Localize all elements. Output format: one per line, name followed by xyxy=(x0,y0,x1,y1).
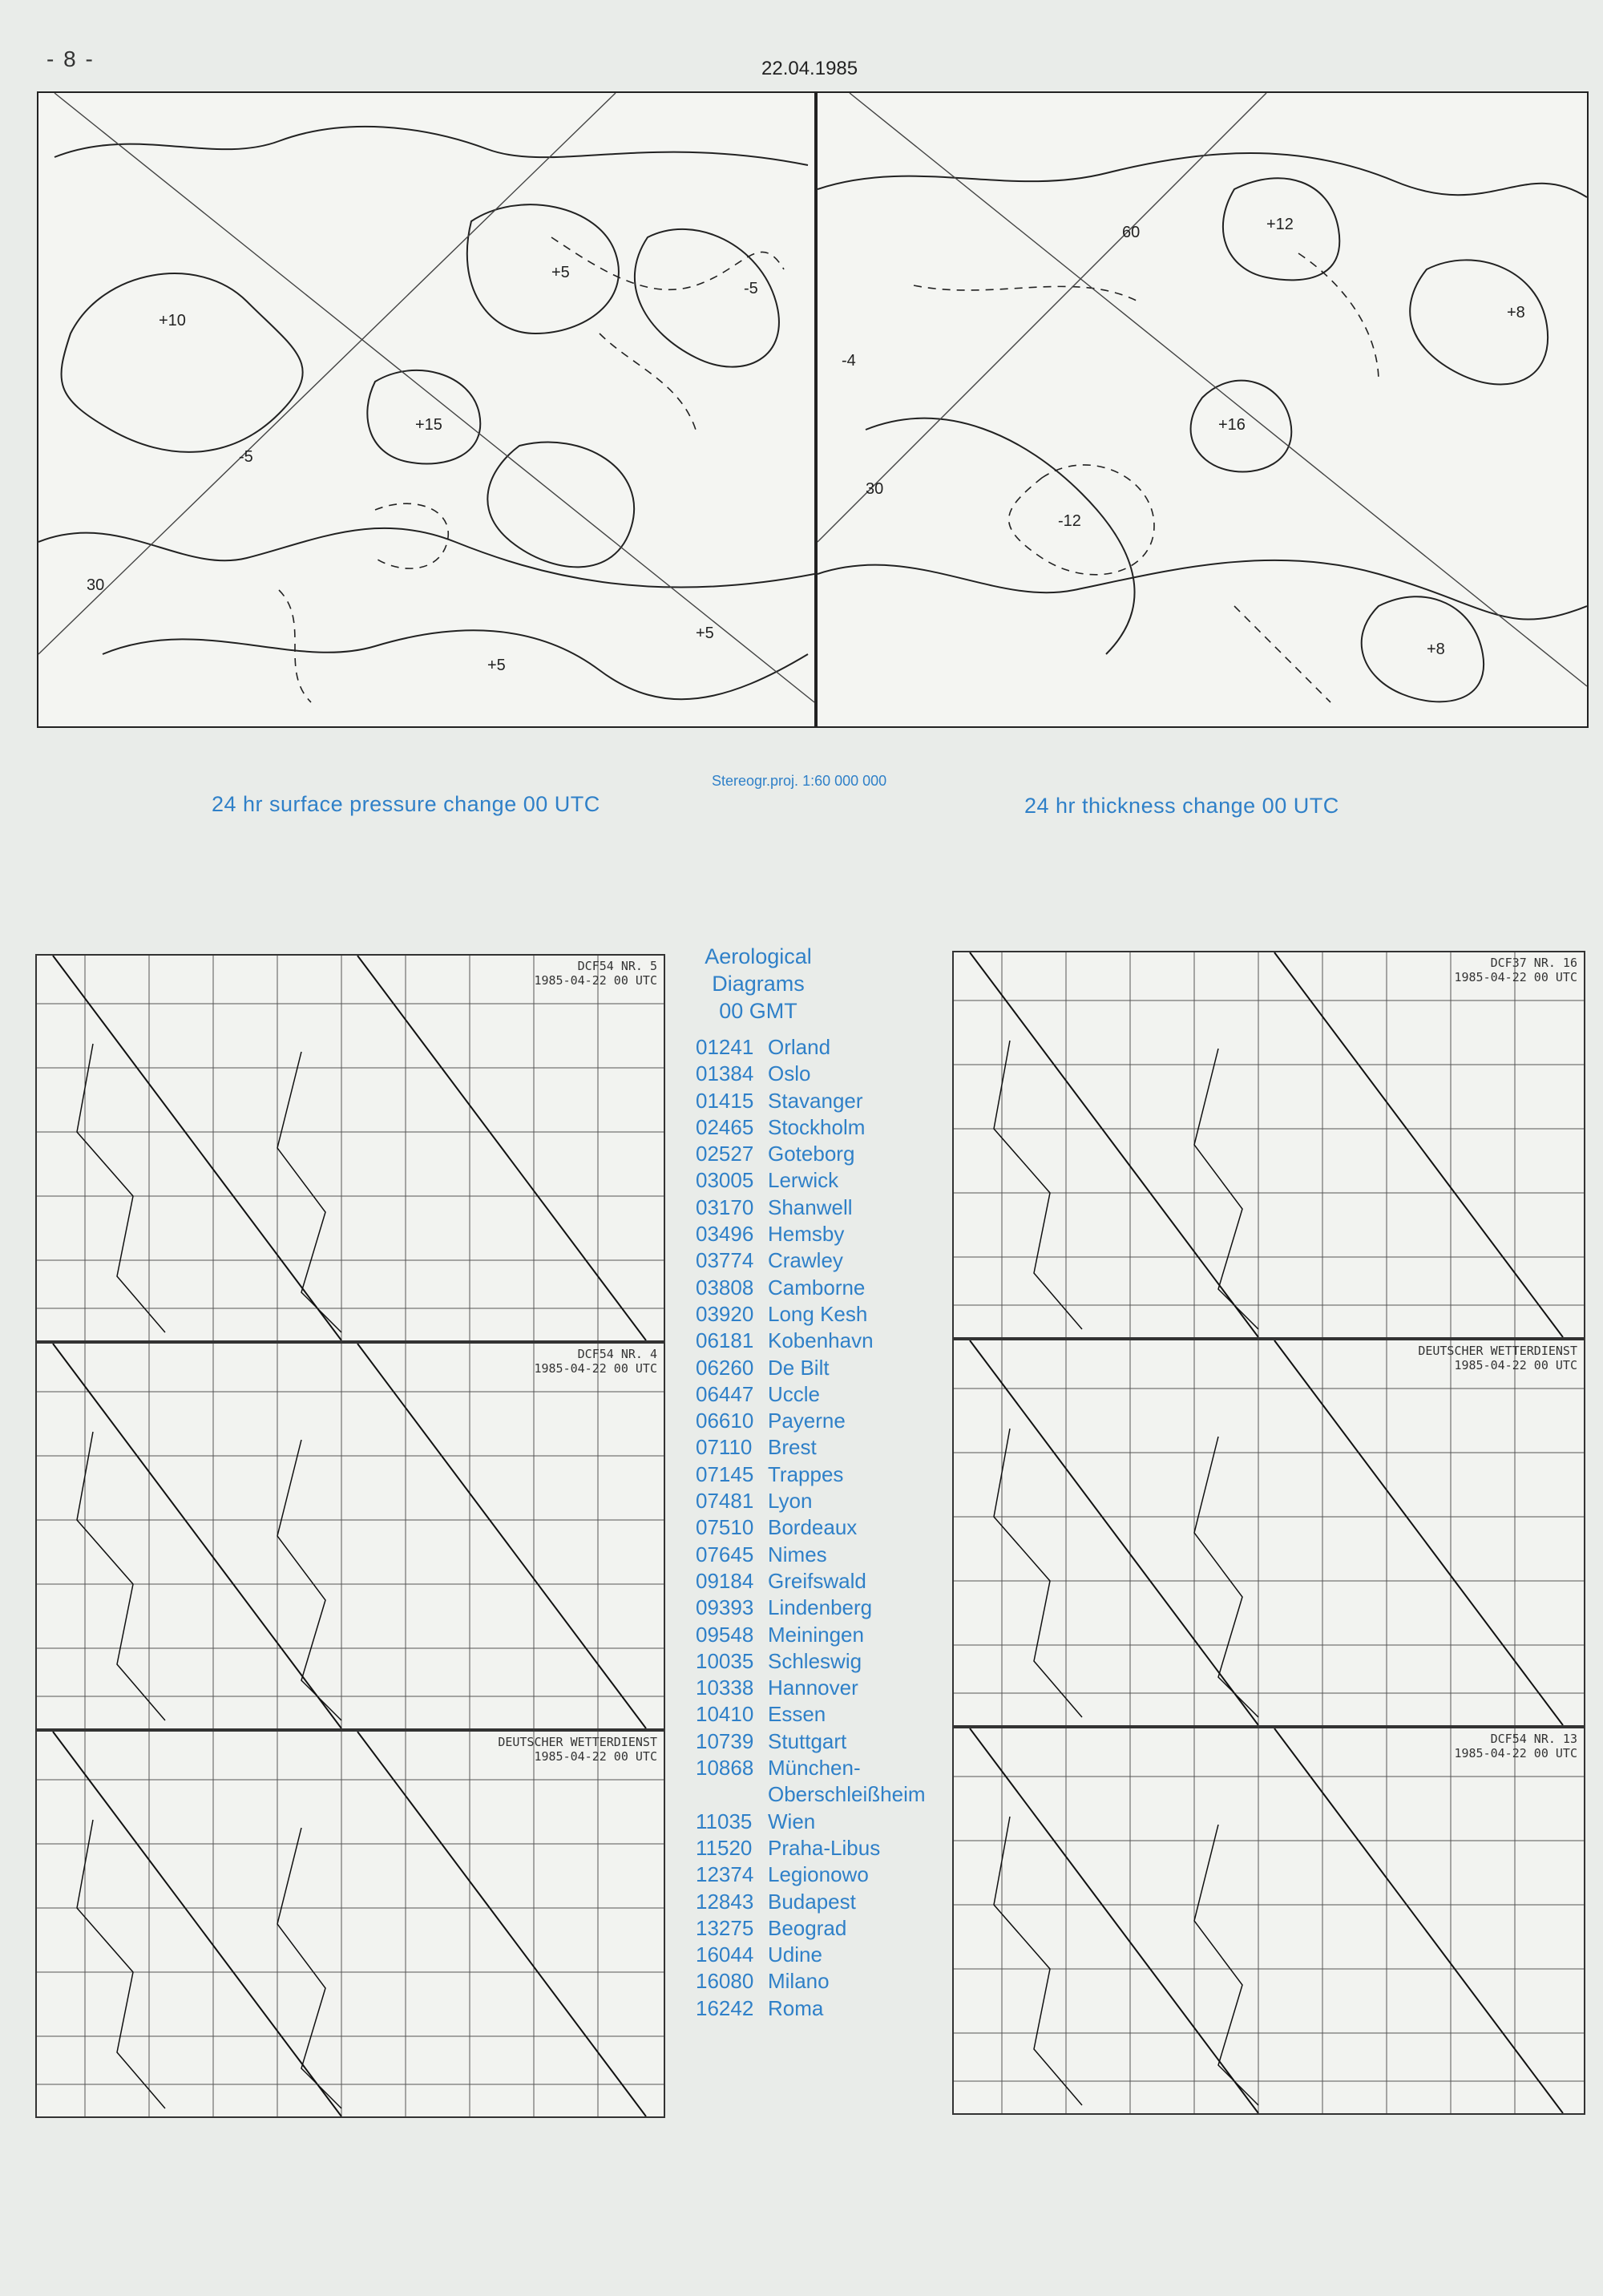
diagram-stamp: 1985-04-22 00 UTC xyxy=(534,1361,657,1376)
station-code: 10410 xyxy=(696,1702,754,1727)
diagram-stamp: 1985-04-22 00 UTC xyxy=(1454,1358,1577,1372)
station-code: 09548 xyxy=(696,1622,754,1647)
station-name: Camborne xyxy=(768,1275,866,1300)
station-name: Goteborg xyxy=(768,1142,855,1166)
station-name: Nimes xyxy=(768,1542,827,1566)
heading-line: Aerological xyxy=(705,944,812,968)
svg-text:+8: +8 xyxy=(1507,304,1525,321)
station-code: 03920 xyxy=(696,1301,754,1326)
station-code: 07481 xyxy=(696,1489,754,1514)
station-code: 02527 xyxy=(696,1142,754,1166)
diagram-grid xyxy=(954,1340,1584,1725)
list-item xyxy=(696,1114,926,1141)
station-code: 09393 xyxy=(696,1595,754,1620)
thickness-caption: 24 hr thickness change 00 UTC xyxy=(1024,794,1339,818)
station-code: 09184 xyxy=(696,1568,754,1593)
station-name: Meiningen xyxy=(768,1622,864,1647)
diagram-stamp: 1985-04-22 00 UTC xyxy=(1454,970,1577,984)
page-number: - 8 - xyxy=(46,46,95,71)
station-name: Hannover xyxy=(768,1676,858,1700)
list-item xyxy=(696,1461,926,1488)
diagram-id: DCF54 NR. 13 xyxy=(1490,1732,1577,1746)
list-item xyxy=(696,1542,926,1568)
svg-text:-5: -5 xyxy=(239,448,253,466)
station-name: Lyon xyxy=(768,1489,813,1514)
list-item xyxy=(696,1889,926,1915)
list-item xyxy=(696,1995,926,2022)
aerological-diagram xyxy=(35,1342,665,1730)
thickness-change-isolines xyxy=(818,93,1587,726)
station-name: Milano xyxy=(768,1969,830,1994)
list-item xyxy=(696,1622,926,1648)
list-item xyxy=(696,1514,926,1541)
station-code: 11035 xyxy=(696,1809,753,1833)
diagram-grid xyxy=(37,1344,664,1728)
diagram-grid xyxy=(37,1732,664,2116)
svg-text:-12: -12 xyxy=(1058,512,1081,530)
station-code: 03808 xyxy=(696,1275,754,1300)
svg-text:+15: +15 xyxy=(415,416,442,434)
station-code: 10739 xyxy=(696,1728,754,1753)
station-code: 03496 xyxy=(696,1222,754,1247)
svg-text:30: 30 xyxy=(866,480,884,498)
station-code: 13275 xyxy=(696,1915,754,1940)
svg-text:+5: +5 xyxy=(696,625,714,642)
aerological-diagram xyxy=(35,954,665,1342)
aerological-diagram xyxy=(35,1730,665,2118)
list-item xyxy=(696,1061,926,1087)
svg-text:60: 60 xyxy=(1122,224,1141,241)
station-name: Long Kesh xyxy=(768,1301,868,1326)
station-name: Orland xyxy=(768,1035,831,1059)
station-name: Shanwell xyxy=(768,1194,853,1219)
station-code: 01384 xyxy=(696,1061,754,1086)
diagram-stamp: 1985-04-22 00 UTC xyxy=(1454,1746,1577,1760)
station-name: Beograd xyxy=(768,1915,847,1940)
station-name: Payerne xyxy=(768,1409,846,1433)
surface-pressure-change-map xyxy=(37,91,816,728)
diagram-grid xyxy=(954,1728,1584,2113)
aerological-heading xyxy=(694,943,822,1025)
station-name: Roma xyxy=(768,1995,824,2020)
aerological-diagram xyxy=(952,1339,1585,1727)
list-item xyxy=(696,1595,926,1621)
diagram-id: DCF54 NR. 4 xyxy=(577,1347,657,1361)
station-code: 07145 xyxy=(696,1461,754,1486)
list-item xyxy=(696,1861,926,1888)
station-name: Kobenhavn xyxy=(768,1328,874,1353)
station-name: Wien xyxy=(768,1809,816,1833)
station-name: Oslo xyxy=(768,1061,811,1086)
station-name: Greifswald xyxy=(768,1568,866,1593)
station-list xyxy=(696,1034,926,2022)
station-name: Budapest xyxy=(768,1889,856,1914)
station-name: Uccle xyxy=(768,1381,821,1406)
list-item xyxy=(696,1328,926,1354)
list-item xyxy=(696,1381,926,1408)
surface-pressure-isallobars xyxy=(38,93,814,726)
diagram-id: DEUTSCHER WETTERDIENST xyxy=(498,1735,657,1749)
station-code: 16242 xyxy=(696,1995,754,2020)
heading-line: 00 GMT xyxy=(719,999,797,1023)
station-code: 11520 xyxy=(696,1835,753,1860)
aerological-diagram xyxy=(952,1727,1585,2115)
list-item xyxy=(696,1247,926,1274)
station-code: 12843 xyxy=(696,1889,754,1914)
svg-text:-4: -4 xyxy=(842,352,856,370)
station-name: De Bilt xyxy=(768,1355,830,1380)
station-code: 07510 xyxy=(696,1515,754,1540)
list-item xyxy=(696,1675,926,1701)
station-name: Legionowo xyxy=(768,1862,869,1887)
station-name: Crawley xyxy=(768,1248,843,1273)
station-name: München- xyxy=(768,1756,861,1781)
list-item xyxy=(696,1301,926,1328)
list-item xyxy=(696,1728,926,1755)
list-item xyxy=(696,1968,926,1995)
list-item xyxy=(696,1648,926,1675)
station-name: Stuttgart xyxy=(768,1728,847,1753)
list-item xyxy=(696,1701,926,1728)
station-name: Essen xyxy=(768,1702,826,1727)
list-item xyxy=(696,1915,926,1942)
list-item xyxy=(696,1434,926,1461)
list-item xyxy=(696,1755,926,1781)
station-code: 01415 xyxy=(696,1088,754,1113)
svg-text:-5: -5 xyxy=(744,280,758,297)
surface-pressure-caption: 24 hr surface pressure change 00 UTC xyxy=(212,792,600,816)
thickness-change-map xyxy=(816,91,1589,728)
diagram-id: DCF37 NR. 16 xyxy=(1490,956,1577,970)
station-code: 12374 xyxy=(696,1862,754,1887)
station-code: 06181 xyxy=(696,1328,754,1353)
projection-note: Stereogr.proj. 1:60 000 000 xyxy=(712,773,887,789)
station-name: Udine xyxy=(768,1942,822,1967)
diagram-grid xyxy=(954,952,1584,1337)
list-item xyxy=(696,1835,926,1861)
station-name: Hemsby xyxy=(768,1222,845,1247)
svg-text:+10: +10 xyxy=(159,312,186,329)
list-item xyxy=(696,1194,926,1221)
station-name: Trappes xyxy=(768,1461,844,1486)
station-name: Praha-Libus xyxy=(768,1835,881,1860)
list-item xyxy=(696,1167,926,1194)
list-item xyxy=(696,1088,926,1114)
diagram-grid xyxy=(37,956,664,1340)
heading-line: Diagrams xyxy=(712,972,805,996)
station-code: 10035 xyxy=(696,1648,754,1673)
station-code: 02465 xyxy=(696,1114,754,1139)
svg-text:+16: +16 xyxy=(1218,416,1246,434)
station-name: Lerwick xyxy=(768,1168,839,1193)
station-code: 16044 xyxy=(696,1942,754,1967)
svg-text:+8: +8 xyxy=(1427,641,1445,658)
station-code: 07645 xyxy=(696,1542,754,1566)
diagram-stamp: 1985-04-22 00 UTC xyxy=(534,973,657,988)
station-name: Oberschleißheim xyxy=(768,1782,926,1807)
list-item xyxy=(696,1942,926,1968)
list-item xyxy=(696,1221,926,1247)
svg-text:+12: +12 xyxy=(1266,216,1294,233)
station-code: 10338 xyxy=(696,1676,754,1700)
station-name: Bordeaux xyxy=(768,1515,858,1540)
diagram-id: DEUTSCHER WETTERDIENST xyxy=(1418,1344,1577,1358)
diagram-id: DCF54 NR. 5 xyxy=(577,959,657,973)
list-item xyxy=(696,1568,926,1595)
station-name: Schleswig xyxy=(768,1648,862,1673)
station-code: 10868 xyxy=(696,1756,754,1781)
page-date: 22.04.1985 xyxy=(761,58,858,79)
list-item xyxy=(696,1488,926,1514)
list-item xyxy=(696,1034,926,1061)
station-code: 06260 xyxy=(696,1355,754,1380)
station-code: 03774 xyxy=(696,1248,754,1273)
list-item xyxy=(696,1809,926,1835)
station-code: 06610 xyxy=(696,1409,754,1433)
station-code: 01241 xyxy=(696,1035,754,1059)
station-name: Lindenberg xyxy=(768,1595,873,1620)
station-code: 06447 xyxy=(696,1381,754,1406)
list-item xyxy=(696,1781,926,1808)
svg-text:30: 30 xyxy=(87,576,105,594)
list-item xyxy=(696,1355,926,1381)
station-name: Stockholm xyxy=(768,1114,866,1139)
list-item xyxy=(696,1408,926,1434)
diagram-stamp: 1985-04-22 00 UTC xyxy=(534,1749,657,1764)
list-item xyxy=(696,1275,926,1301)
station-code: 07110 xyxy=(696,1435,753,1460)
aerological-diagram xyxy=(952,951,1585,1339)
station-code: 03170 xyxy=(696,1194,754,1219)
station-code: 16080 xyxy=(696,1969,754,1994)
svg-text:+5: +5 xyxy=(487,657,506,674)
list-item xyxy=(696,1141,926,1167)
station-code: 03005 xyxy=(696,1168,754,1193)
station-name: Brest xyxy=(768,1435,817,1460)
station-name: Stavanger xyxy=(768,1088,863,1113)
svg-text:+5: +5 xyxy=(551,264,570,281)
